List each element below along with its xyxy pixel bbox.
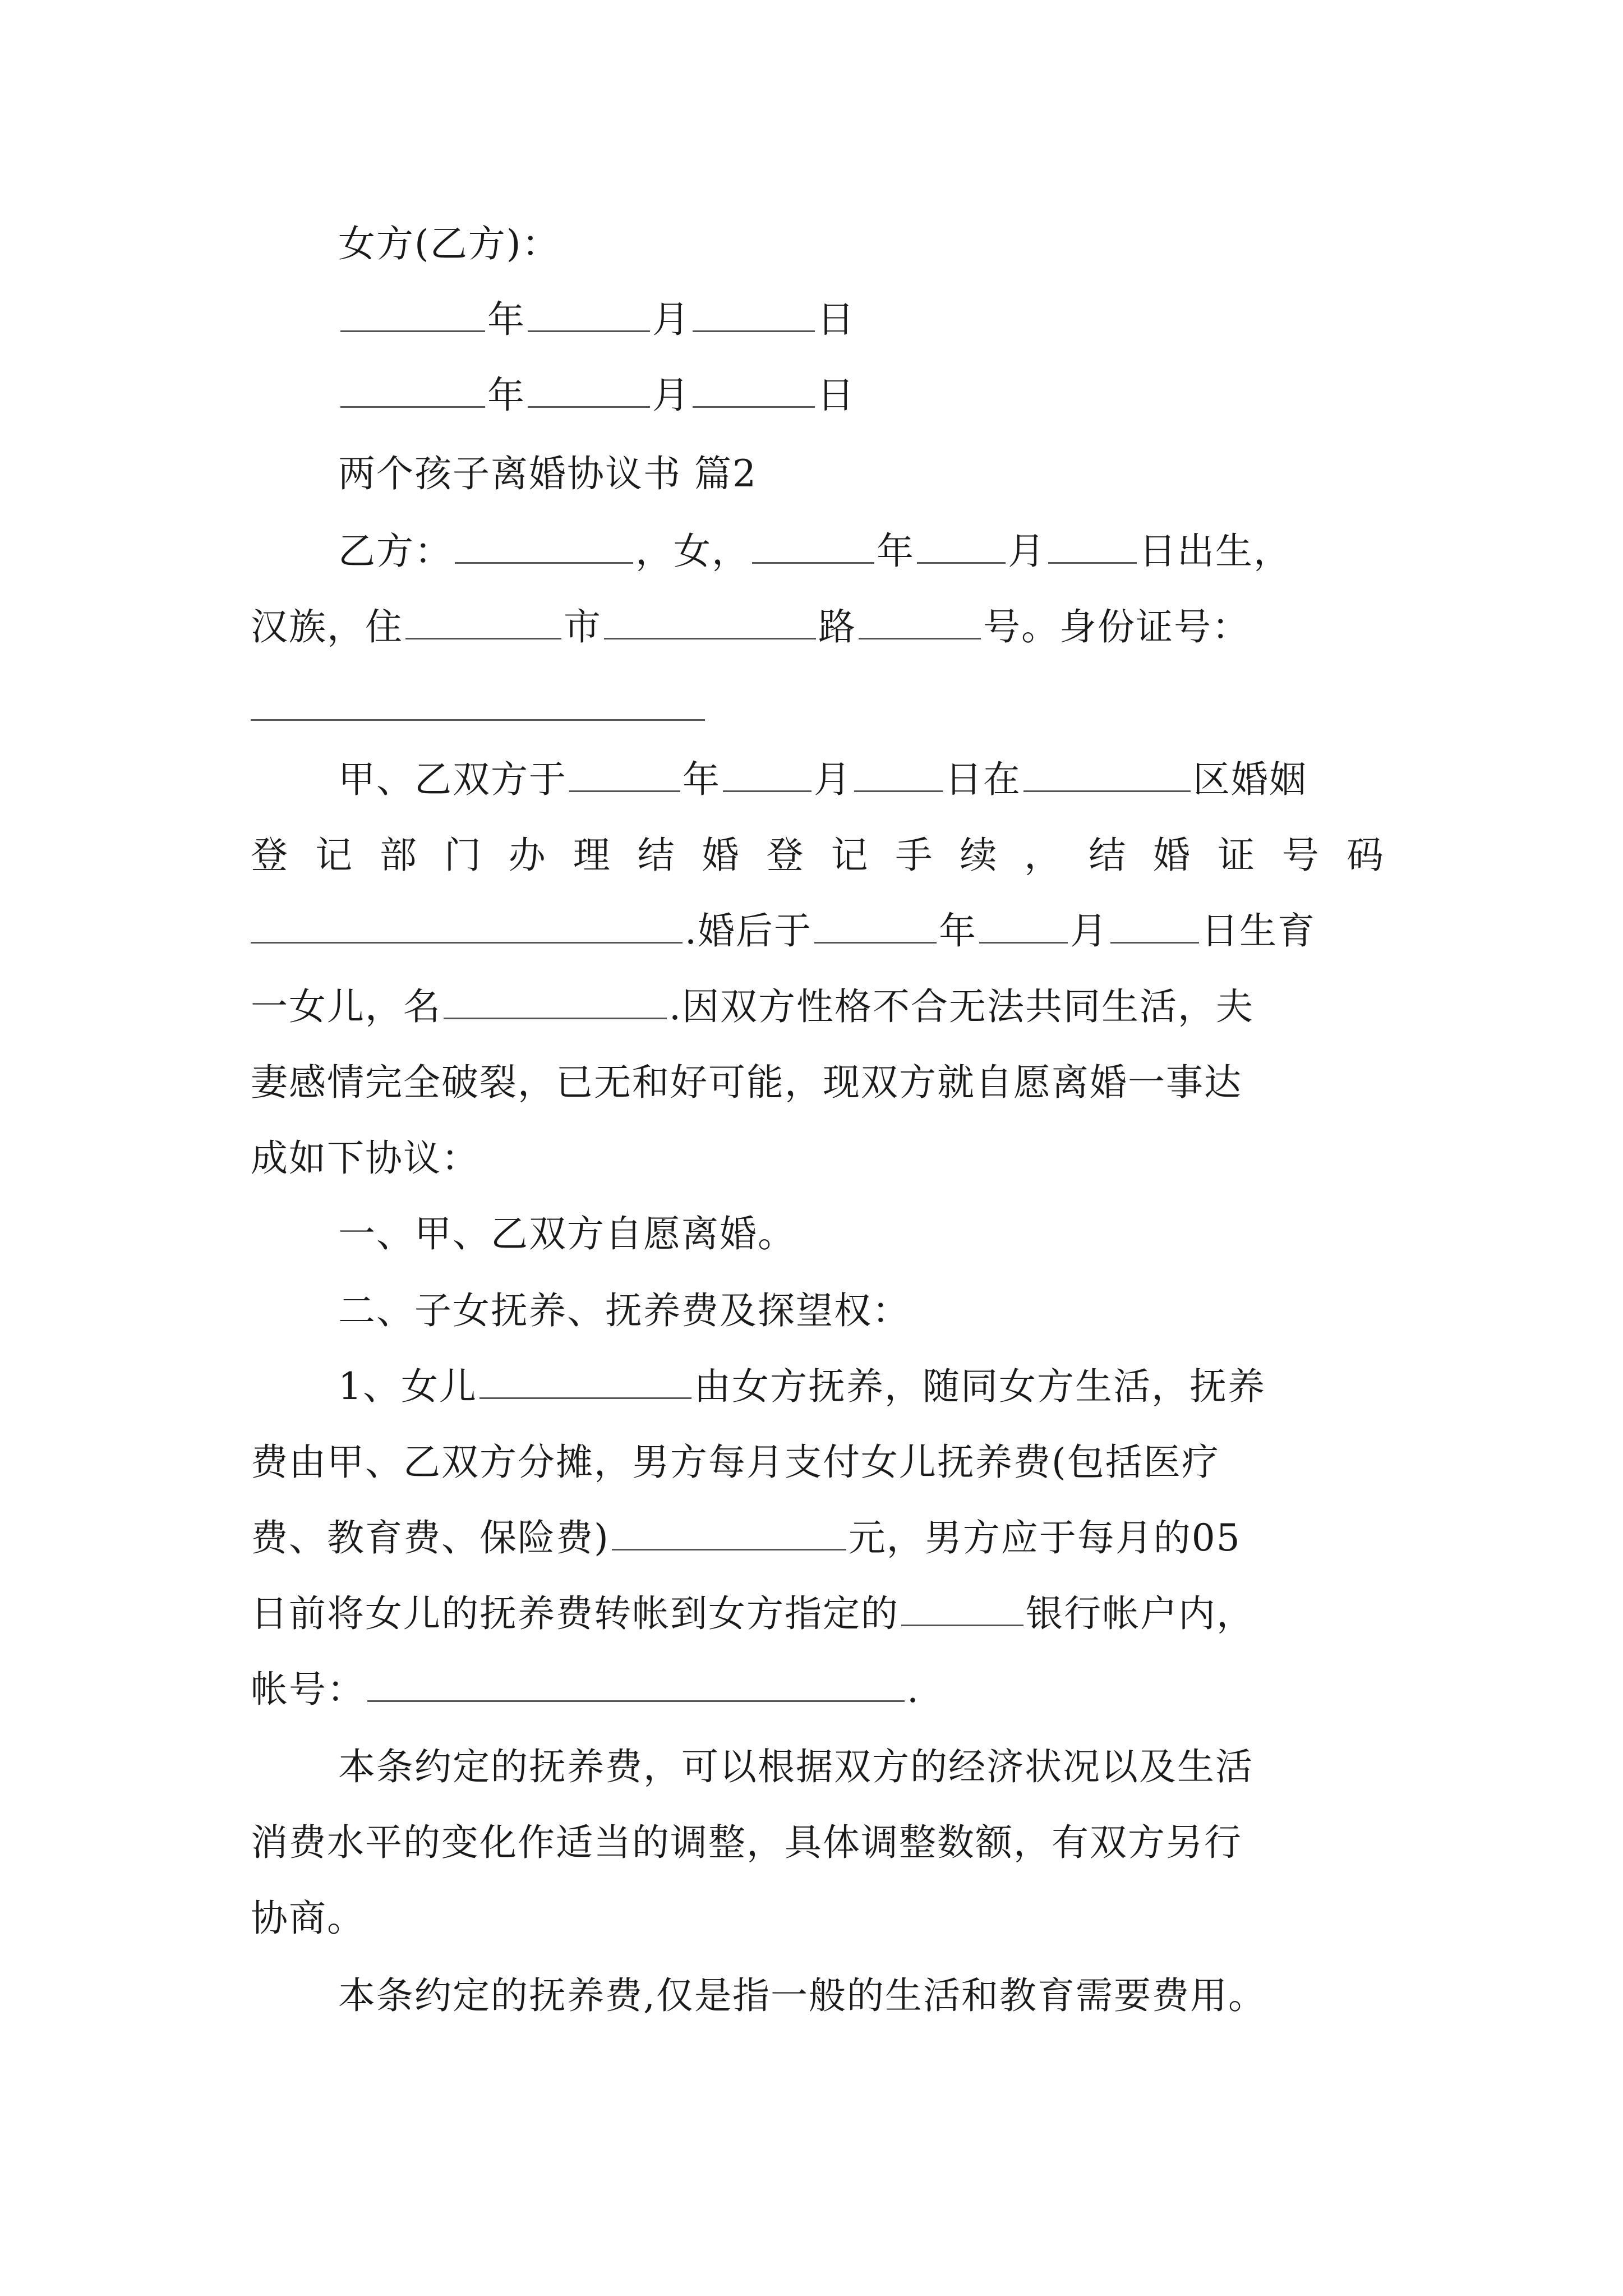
birth-day-blank	[1048, 530, 1137, 564]
marriage-day-label: 日在	[945, 758, 1021, 801]
day-blank	[693, 298, 815, 332]
ethnicity-address-label: 汉族，住	[251, 605, 403, 648]
party-b-line-2	[251, 605, 1250, 650]
certificate-number-blank	[251, 909, 683, 944]
bank-account-text: 银行帐户内，	[1026, 1592, 1255, 1635]
marriage-reason-text: .因双方性格不合无法共同生活，夫	[669, 985, 1254, 1028]
justified-char: 码	[1346, 834, 1384, 877]
female-party-label	[338, 222, 560, 266]
amount-blank	[612, 1516, 846, 1550]
general-line	[338, 1973, 1266, 2018]
adjust-text-3: 协商。	[251, 1897, 365, 1940]
child-birth-day-blank	[1110, 909, 1199, 944]
marriage-year-label: 年	[683, 758, 721, 801]
account-number-label: 帐号：	[251, 1668, 365, 1711]
date-line-1	[338, 297, 855, 342]
clause-1-label: 1、女儿	[338, 1365, 477, 1408]
name-blank	[455, 530, 633, 564]
marriage-line-1	[338, 757, 1307, 802]
child-birth-year-blank	[814, 909, 937, 944]
marriage-line-4	[251, 984, 1254, 1029]
city-blank	[405, 605, 561, 639]
agreement-intro-text: 成如下协议：	[251, 1137, 479, 1180]
birth-year-blank	[752, 530, 874, 564]
district-blank	[1023, 758, 1191, 792]
justified-char: 记	[315, 834, 352, 877]
child-birth-month-label: 月	[1069, 909, 1108, 953]
justified-char: 证	[1218, 834, 1255, 877]
payment-date-text: 元，男方应于每月的05	[848, 1516, 1241, 1559]
month-blank	[528, 298, 650, 332]
party-b-label: 乙方：	[338, 530, 453, 573]
marriage-line-2	[251, 833, 1384, 878]
birth-month-label: 月	[1008, 530, 1046, 573]
female-party-text: 女方(乙方)：	[338, 222, 560, 265]
day-label: 日	[817, 298, 855, 341]
justified-char: 结	[637, 834, 675, 877]
transfer-text: 日前将女儿的抚养费转帐到女方指定的	[251, 1592, 899, 1635]
clause-1-line-2	[251, 1440, 1220, 1485]
marriage-day-blank	[854, 758, 943, 792]
item-1	[338, 1212, 796, 1257]
adjust-line-3	[251, 1896, 365, 1941]
justified-char: 登	[766, 834, 804, 877]
year-blank	[340, 374, 485, 408]
year-label: 年	[487, 298, 525, 341]
id-number-label: 号。身份证号：	[983, 605, 1250, 648]
adjust-line-2	[251, 1820, 1242, 1865]
month-label: 月	[652, 374, 690, 417]
id-number-blank	[251, 719, 705, 721]
account-number-period: .	[907, 1668, 920, 1711]
custody-text: 由女方抚养，随同女方生活，抚养	[694, 1365, 1266, 1408]
birth-year-label: 年	[877, 530, 915, 573]
daughter-name-blank	[444, 985, 667, 1019]
item-1-text: 一、甲、乙双方自愿离婚。	[338, 1212, 796, 1255]
account-number-blank	[367, 1668, 905, 1702]
marriage-breakdown-text: 妻感情完全破裂，已无和好可能，现双方就自愿离婚一事达	[251, 1061, 1242, 1104]
justified-char: 续	[960, 834, 997, 877]
justified-char: 婚	[702, 834, 739, 877]
item-2	[338, 1289, 910, 1333]
fees-label: 费、教育费、保险费)	[251, 1516, 610, 1559]
marriage-year-blank	[569, 758, 680, 792]
party-b-gender: ，女，	[635, 530, 750, 573]
marriage-line-5	[251, 1060, 1242, 1105]
marriage-line-3	[251, 909, 1316, 954]
justified-char: 登	[251, 834, 288, 877]
clause-1-line-3	[251, 1516, 1241, 1561]
justified-char: 办	[508, 834, 546, 877]
justified-char: 理	[573, 834, 610, 877]
district-label: 区婚姻	[1193, 758, 1307, 801]
marriage-month-blank	[723, 758, 811, 792]
year-blank	[340, 298, 485, 332]
day-label: 日	[817, 374, 855, 417]
day-blank	[693, 374, 815, 408]
road-label: 路	[818, 605, 856, 648]
marriage-month-label: 月	[814, 758, 852, 801]
clause-daughter-name-blank	[479, 1365, 691, 1399]
justified-char: 手	[895, 834, 933, 877]
date-line-2	[338, 373, 855, 418]
month-label: 月	[652, 298, 690, 341]
birth-month-blank	[917, 530, 1006, 564]
daughter-name-label: 一女儿，名	[251, 985, 441, 1028]
marriage-date-label: 甲、乙双方于	[338, 758, 567, 801]
justified-char: 结	[1089, 834, 1126, 877]
justified-char: 记	[831, 834, 868, 877]
support-split-text: 费由甲、乙双方分摊，男方每月支付女儿抚养费(包括医疗	[251, 1441, 1220, 1484]
marriage-line-6	[251, 1136, 479, 1181]
child-birth-month-blank	[979, 909, 1068, 944]
child-birth-year-label: 年	[938, 909, 977, 953]
justified-char: ，	[1024, 834, 1062, 877]
child-birth-day-label: 日生育	[1201, 909, 1316, 953]
clause-1-line-5	[251, 1667, 920, 1712]
clause-1-line-1	[338, 1364, 1266, 1409]
after-marriage-label: .婚后于	[685, 909, 812, 953]
general-text: 本条约定的抚养费,仅是指一般的生活和教育需要费用。	[338, 1974, 1266, 2017]
justified-char: 门	[444, 834, 481, 877]
adjust-text-1: 本条约定的抚养费，可以根据双方的经济状况以及生活	[338, 1745, 1253, 1788]
month-blank	[528, 374, 650, 408]
birth-day-label: 日出生，	[1139, 530, 1292, 573]
number-blank	[859, 605, 981, 639]
bank-name-blank	[901, 1592, 1023, 1626]
road-blank	[604, 605, 816, 639]
justified-char: 号	[1282, 834, 1319, 877]
justified-char: 婚	[1153, 834, 1191, 877]
party-b-line-1	[338, 529, 1292, 574]
city-label: 市	[564, 605, 602, 648]
section-title	[338, 452, 757, 496]
adjust-line-1	[338, 1745, 1253, 1789]
clause-1-line-4	[251, 1591, 1255, 1636]
adjust-text-2: 消费水平的变化作适当的调整，具体调整数额，有双方另行	[251, 1821, 1242, 1864]
justified-char: 部	[379, 834, 417, 877]
section-title-text: 两个孩子离婚协议书 篇2	[338, 452, 757, 495]
item-2-text: 二、子女抚养、抚养费及探望权：	[338, 1289, 910, 1332]
year-label: 年	[487, 374, 525, 417]
